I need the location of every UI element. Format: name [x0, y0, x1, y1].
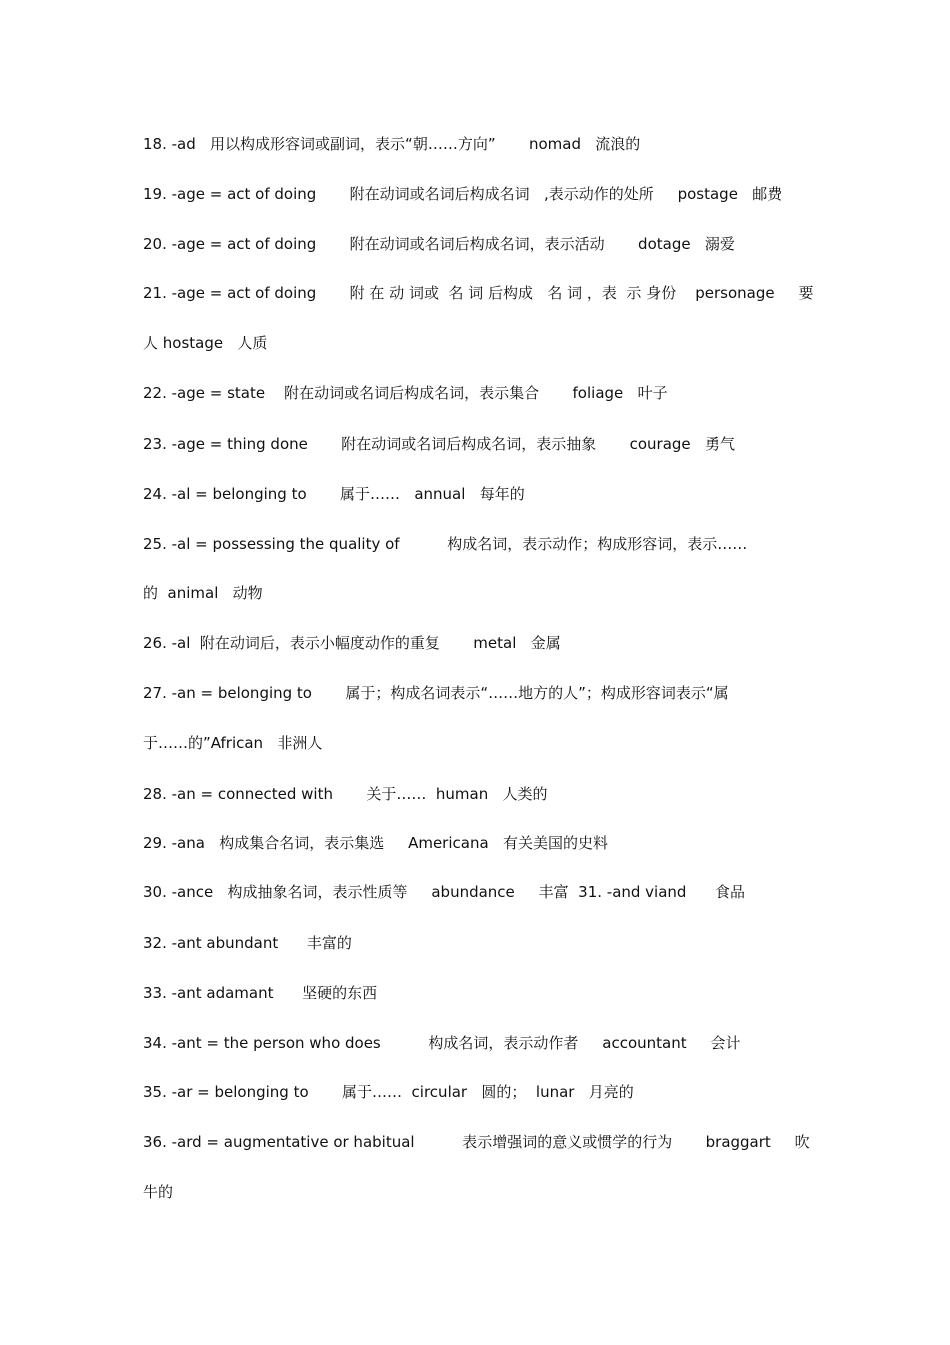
entry-24: 24. -al = belonging to 属于…… annual 每年的	[143, 485, 525, 503]
entry-23: 23. -age = thing done 附在动词或名词后构成名词，表示抽象 courage 勇气	[143, 435, 735, 453]
entry-30-31: 30. -ance 构成抽象名词，表示性质等 abundance 丰富 31. -and viand 食品	[143, 883, 746, 901]
entry-27-continued: 于……的”African 非洲人	[143, 734, 323, 752]
entry-26: 26. -al 附在动词后，表示小幅度动作的重复 metal 金属	[143, 634, 561, 652]
entry-19: 19. -age = act of doing 附在动词或名词后构成名词 ,表示动作的处所 postage 邮费	[143, 185, 783, 203]
entry-32: 32. -ant abundant 丰富的	[143, 934, 352, 952]
entry-27: 27. -an = belonging to 属于；构成名词表示“……地方的人”；构成形容词表示“属	[143, 684, 729, 702]
entry-25: 25. -al = possessing the quality of 构成名词，表示动作；构成形容词，表示……	[143, 535, 748, 553]
entry-28: 28. -an = connected with 关于…… human 人类的	[143, 785, 548, 803]
entry-29: 29. -ana 构成集合名词，表示集选 Americana 有关美国的史料	[143, 834, 608, 852]
entry-21-continued: 人 hostage 人质	[143, 334, 268, 352]
entry-35: 35. -ar = belonging to 属于…… circular 圆的； lunar 月亮的	[143, 1083, 634, 1101]
entry-36-continued: 牛的	[143, 1183, 174, 1201]
entry-20: 20. -age = act of doing 附在动词或名词后构成名词，表示活动 dotage 溺爱	[143, 235, 735, 253]
entry-25-continued: 的 animal 动物	[143, 584, 263, 602]
entry-18: 18. -ad 用以构成形容词或副词，表示“朝……方向” nomad 流浪的	[143, 135, 641, 153]
entry-33: 33. -ant adamant 坚硬的东西	[143, 984, 378, 1002]
entry-36: 36. -ard = augmentative or habitual 表示增强词的意义或惯学的行为 braggart 吹	[143, 1133, 810, 1151]
entry-22: 22. -age = state 附在动词或名词后构成名词，表示集合 foliage 叶子	[143, 384, 668, 402]
entry-34: 34. -ant = the person who does 构成名词，表示动作者 accountant 会计	[143, 1034, 741, 1052]
entry-21: 21. -age = act of doing 附 在 动 词或 名 词 后构成 名 词 ，表 示 身份 personage 要	[143, 284, 814, 302]
